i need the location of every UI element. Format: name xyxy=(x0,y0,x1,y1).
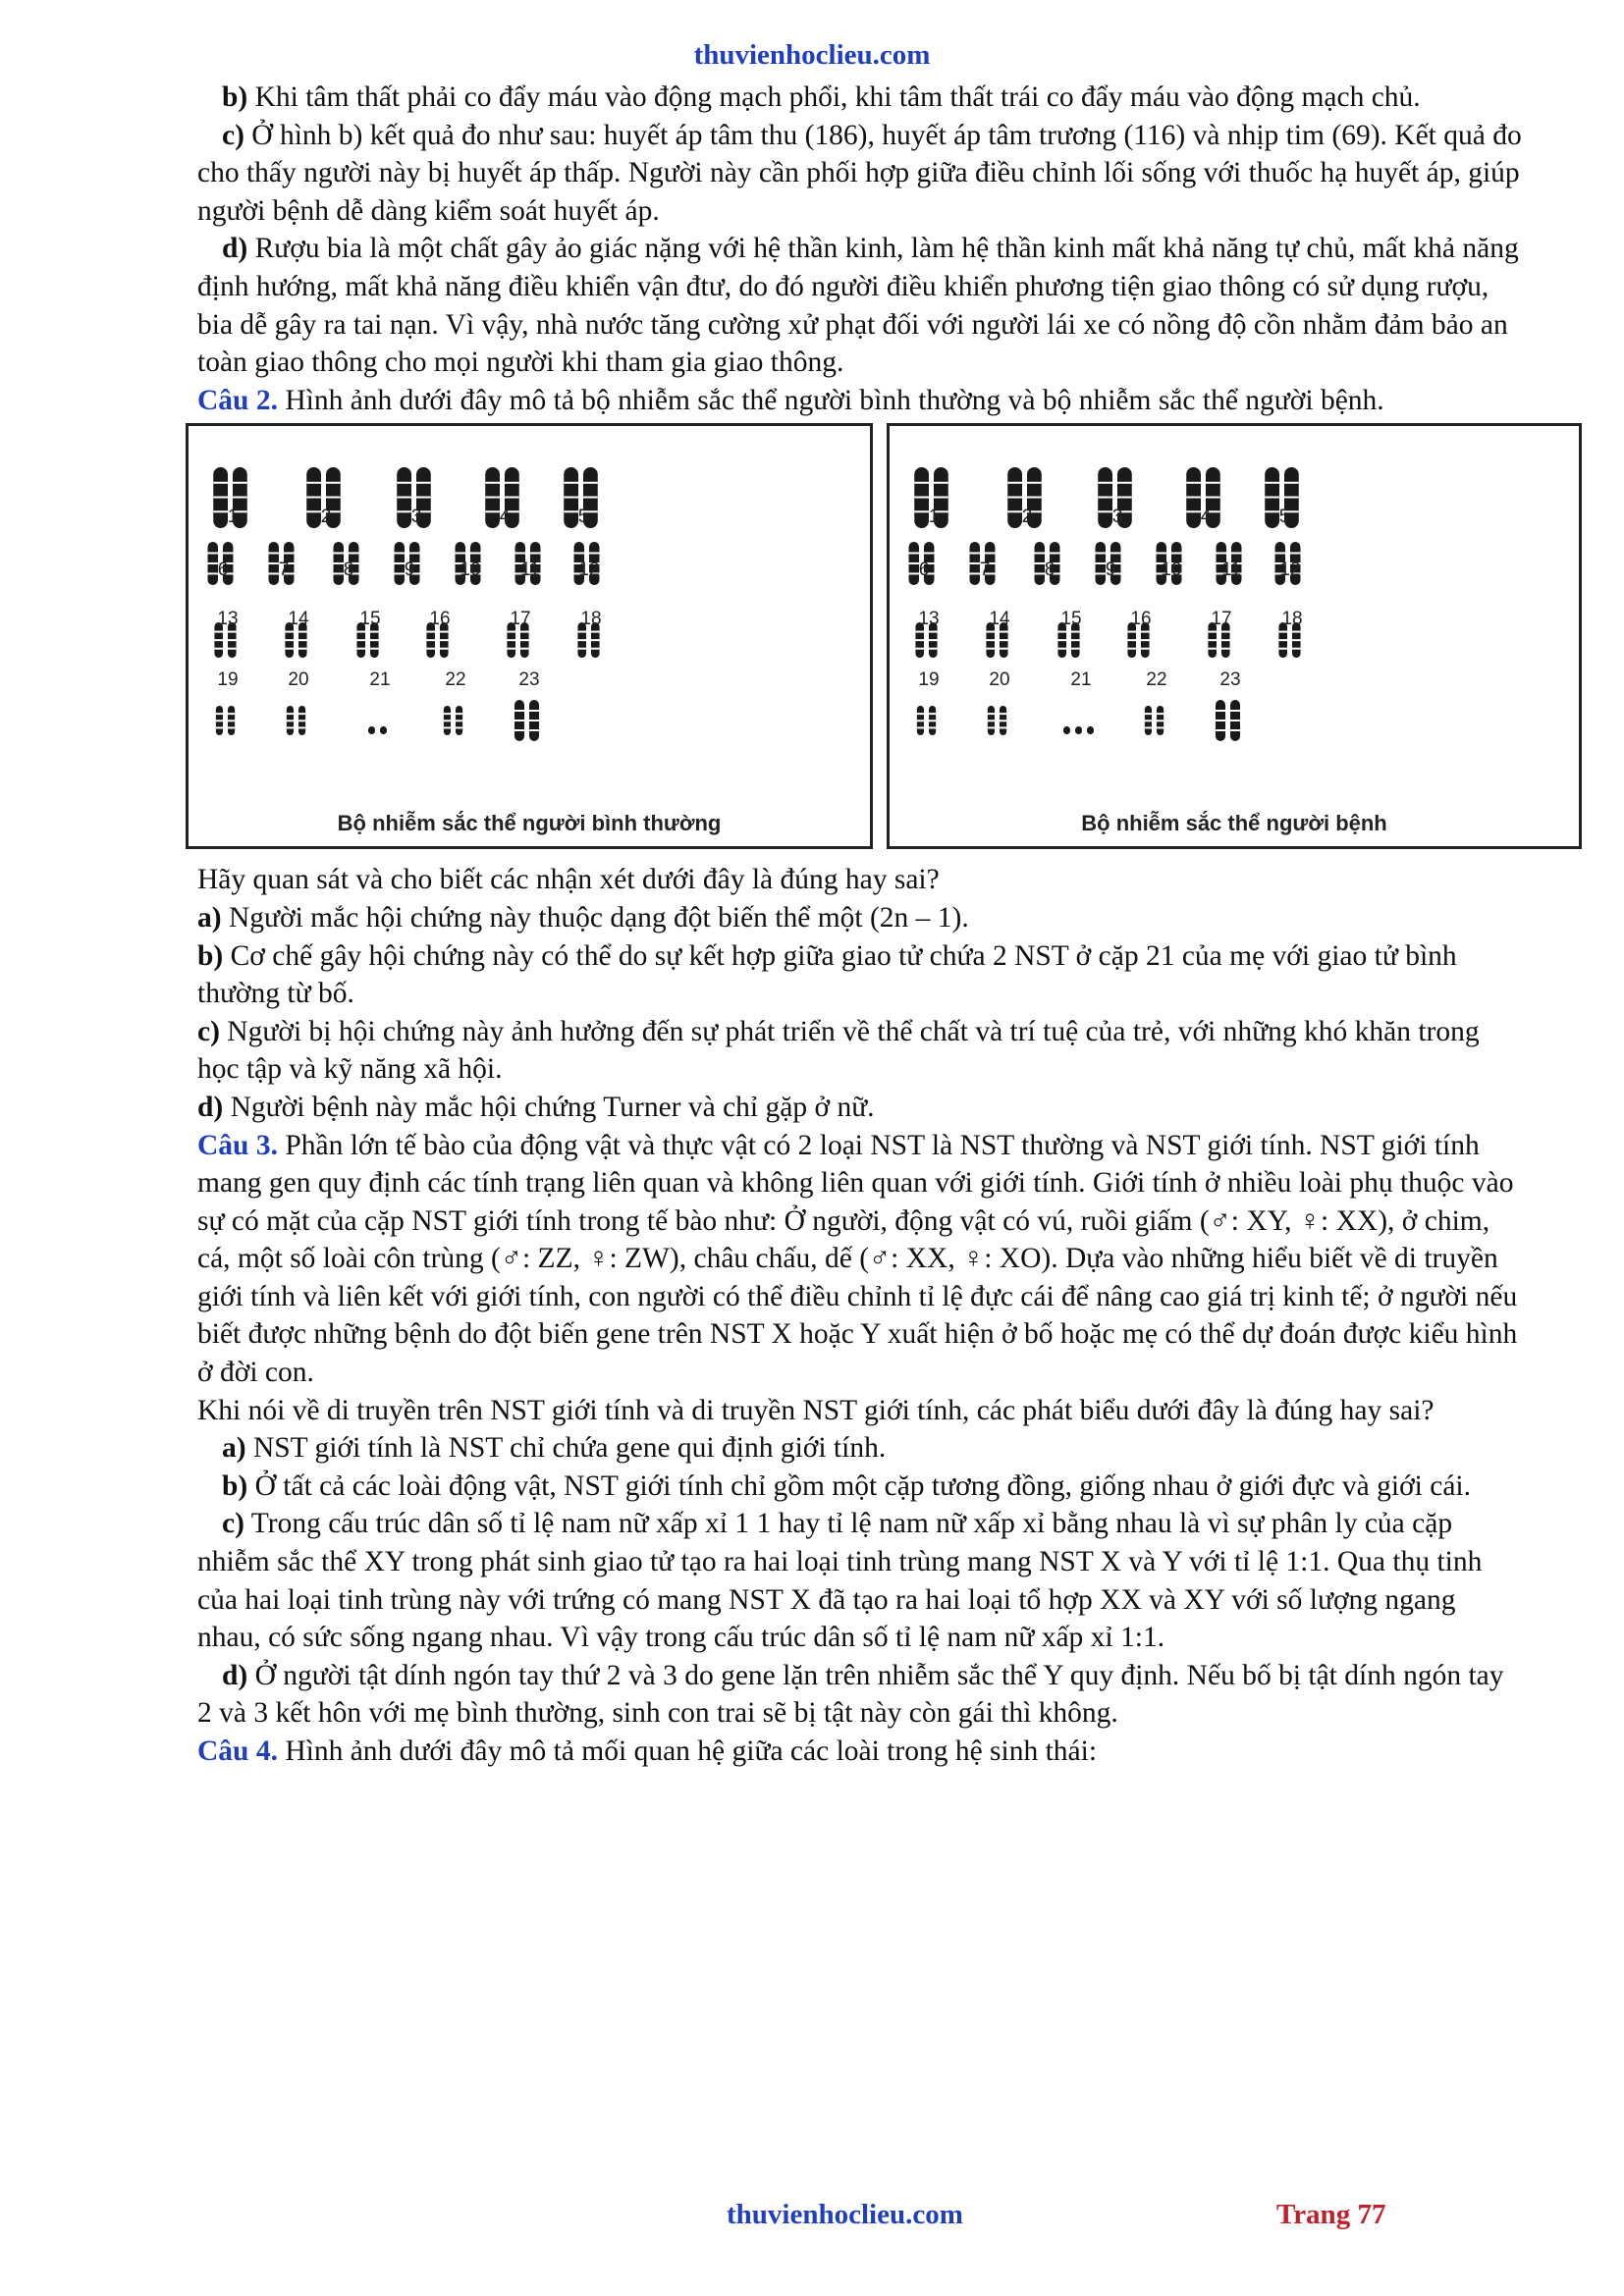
chromosome-number: 6 xyxy=(217,560,229,581)
statement-label: d) xyxy=(197,1091,224,1123)
chromosome-band xyxy=(228,648,237,650)
chromosome-band xyxy=(1230,720,1240,721)
chromosome-band xyxy=(456,727,462,729)
question-2-prompt: Hãy quan sát và cho biết các nhận xét dưới đây là đúng hay sai? xyxy=(197,864,940,896)
statement-2b xyxy=(197,937,1523,1013)
chromosome-number: 13 xyxy=(217,609,239,630)
chromosome-number: 13 xyxy=(918,609,940,630)
chromosome-band xyxy=(1216,710,1225,712)
chromosome-band xyxy=(298,721,305,722)
chromosome-band xyxy=(287,721,294,722)
chromosome-pair-23 xyxy=(514,700,539,741)
chromosome-pair-23 xyxy=(1216,700,1240,741)
chromosome-band xyxy=(1206,482,1220,484)
chromosome-number: 5 xyxy=(1278,507,1290,528)
chromosome-band xyxy=(1157,713,1164,715)
chromosome-number: 16 xyxy=(429,609,451,630)
chromosome-band xyxy=(444,727,451,729)
statement-2d xyxy=(197,1089,1523,1127)
chromosome-band xyxy=(1216,729,1225,731)
chromosome-number: 14 xyxy=(989,609,1010,630)
chromosome-band xyxy=(1057,639,1066,641)
chromosome-band xyxy=(917,721,924,722)
chromosome-band xyxy=(1157,721,1164,722)
chromosome-number: 22 xyxy=(445,669,466,691)
chromosome-pair-20 xyxy=(988,706,1006,735)
chromosome-band xyxy=(426,639,435,641)
chromosome-band xyxy=(988,727,995,729)
statement-text: Cơ chế gây hội chứng này có thể do sự kết hợp giữa giao tử chứa 2 NST ở cặp 21 của mẹ với giao tử bình thường từ bố. xyxy=(197,939,1457,1010)
chromosome-number: 3 xyxy=(410,507,422,528)
chromosome-number: 1 xyxy=(227,507,239,528)
chromosome-band xyxy=(1292,639,1301,641)
chromosome-band xyxy=(1145,713,1152,715)
chromosome-band xyxy=(306,482,321,484)
chromosome-band xyxy=(505,482,519,484)
chromosome xyxy=(368,726,375,734)
chromosome-band xyxy=(370,648,379,650)
chromosome-band xyxy=(1278,648,1287,650)
chromosome-band xyxy=(520,648,529,650)
answer-label: d) xyxy=(222,233,248,265)
answer-label: c) xyxy=(222,119,244,151)
chromosome-band xyxy=(1098,482,1112,484)
statement-text: Trong cấu trúc dân số tỉ lệ nam nữ xấp xỉ 1 1 hay tỉ lệ nam nữ xấp xỉ bằng nhau là vì sự phân ly của cặp nhiễm sắc thể XY trong phát sinh giao tử tạo ra hai loại tinh trùng mang NST X và Y với tỉ lệ 1:1. Qua thụ tinh của hai loại tinh trùng này với trứng có mang NST X đã tạo ra hai loại tổ hợp XX và XY với số lượng ngang nhau, có sức sống ngang nhau. Vì vậy trong cấu trúc dân số tỉ lệ nam nữ xấp xỉ 1:1. xyxy=(197,1508,1483,1654)
karyotype-normal-caption: Bộ nhiễm sắc thể người bình thường xyxy=(337,810,722,835)
chromosome-band xyxy=(1007,482,1022,484)
chromosome-number: 7 xyxy=(979,560,991,581)
chromosome-band xyxy=(216,721,223,722)
chromosome-band xyxy=(298,648,307,650)
chromosome-number: 4 xyxy=(499,507,511,528)
chromosome-band xyxy=(1117,482,1132,484)
answer-text: Ở hình b) kết quả đo như sau: huyết áp tâm thu (186), huyết áp tâm trương (116) và nhịp tim (69). Kết quả đo cho thấy người này bị huyết áp thấp. Người này cần phối hợp giữa điều chỉnh lối sống với thuốc hạ huyết áp, giúp người bệnh dễ dàng kiểm soát huyết áp. xyxy=(197,119,1522,227)
statement-3b xyxy=(197,1468,1523,1506)
footer-site: thuvienhoclieu.com xyxy=(727,2199,963,2230)
chromosome-number: 8 xyxy=(343,560,354,581)
question-3 xyxy=(197,1127,1523,1392)
answer-1d xyxy=(197,230,1523,381)
chromosome-band xyxy=(986,639,995,641)
chromosome-band xyxy=(370,639,379,641)
chromosome-number: 11 xyxy=(520,560,540,581)
question-text: Hình ảnh dưới đây mô tả bộ nhiễm sắc thể người bình thường và bộ nhiễm sắc thể người bệnh. xyxy=(277,384,1384,416)
chromosome-band xyxy=(298,727,305,729)
chromosome-band xyxy=(456,713,462,715)
chromosome-band xyxy=(1145,727,1152,729)
chromosome-number: 4 xyxy=(1200,507,1212,528)
chromosome-number: 10 xyxy=(1161,560,1182,581)
chromosome-number: 22 xyxy=(1146,669,1167,691)
chromosome-band xyxy=(444,713,451,715)
chromosome-band xyxy=(1208,639,1217,641)
chromosome-number: 17 xyxy=(510,609,531,630)
chromosome-number: 15 xyxy=(1060,609,1082,630)
chromosome-number: 21 xyxy=(369,669,391,691)
statement-label: b) xyxy=(222,1469,248,1502)
chromosome-band xyxy=(1141,648,1150,650)
chromosome-pair-22 xyxy=(444,706,462,735)
chromosome-band xyxy=(929,648,938,650)
chromosome-band xyxy=(1057,648,1066,650)
karyotype-patient-panel xyxy=(887,423,1582,849)
chromosome-band xyxy=(1265,482,1279,484)
chromosome-band xyxy=(228,721,235,722)
chromosome-band xyxy=(1000,648,1008,650)
chromosome-number: 2 xyxy=(1021,507,1033,528)
chromosome-pair-20 xyxy=(287,706,305,735)
chromosome-pair-19 xyxy=(917,706,936,735)
chromosome-band xyxy=(1221,639,1230,641)
chromosome-number: 18 xyxy=(580,609,602,630)
question-text: Phần lớn tế bào của động vật và thực vật có 2 loại NST là NST thường và NST giới tính. NST giới tính mang gen quy định các tính trạng liên quan và không liên quan với giới tính. Giới tính ở nhiều loài phụ thuộc vào sự có mặt của cặp NST giới tính trong tế bào như: Ở người, động vật có vú, ruồi giấm (♂: XY, ♀: XX), ở chim, cá, một số loài côn trùng (♂: ZZ, ♀: ZW), châu chấu, dế (♂: XX, ♀: XO). Dựa vào những hiểu biết về di truyền giới tính và liên kết với giới tính, con người có thể điều chỉnh tỉ lệ đực cái để nâng cao giá trị kinh tế; ở người nếu biết được những bệnh do đột biến gene trên NST X hoặc Y xuất hiện ở bố hoặc mẹ có thể dự đoán được kiểu hình ở đời con. xyxy=(197,1129,1518,1389)
chromosome-band xyxy=(213,482,228,484)
chromosome-band xyxy=(583,482,598,484)
statement-3c xyxy=(197,1505,1523,1656)
chromosome-number: 18 xyxy=(1281,609,1303,630)
chromosome-band xyxy=(285,639,294,641)
chromosome-band xyxy=(1071,648,1080,650)
chromosome-band xyxy=(988,713,995,715)
chromosome-band xyxy=(577,648,586,650)
chromosome-band xyxy=(917,713,924,715)
chromosome-number: 20 xyxy=(288,669,309,691)
chromosome-band xyxy=(1071,639,1080,641)
chromosome-number: 16 xyxy=(1130,609,1152,630)
chromosome-band xyxy=(326,482,341,484)
chromosome-band xyxy=(1284,482,1299,484)
chromosome-band xyxy=(915,648,924,650)
statement-text: Ở tất cả các loài động vật, NST giới tính chỉ gồm một cặp tương đồng, giống nhau ở giới đực và giới cái. xyxy=(247,1469,1472,1502)
statement-label: a) xyxy=(222,1432,246,1465)
chromosome-band xyxy=(1000,727,1006,729)
chromosome-band xyxy=(287,727,294,729)
chromosome-band xyxy=(915,639,924,641)
chromosome-band xyxy=(1000,721,1006,722)
statement-text: Người bị hội chứng này ảnh hưởng đến sự phát triển về thể chất và trí tuệ của trẻ, với những khó khăn trong học tập và kỹ năng xã hội. xyxy=(197,1015,1480,1086)
chromosome-band xyxy=(426,648,435,650)
chromosome-number: 6 xyxy=(918,560,930,581)
chromosome-band xyxy=(929,721,936,722)
question-label: Câu 2. xyxy=(197,384,278,416)
karyotype-normal-panel xyxy=(186,423,873,849)
question-label: Câu 3. xyxy=(197,1129,278,1161)
chromosome-pair-21 xyxy=(1063,726,1094,734)
chromosome-band xyxy=(917,727,924,729)
chromosome-band xyxy=(216,727,223,729)
page-content xyxy=(197,79,1523,1771)
chromosome-band xyxy=(1292,648,1301,650)
chromosome-band xyxy=(485,482,500,484)
chromosome-pair-22 xyxy=(1145,706,1164,735)
chromosome-band xyxy=(507,639,515,641)
statement-text: Ở người tật dính ngón tay thứ 2 và 3 do gene lặn trên nhiễm sắc thể Y quy định. Nếu bố bị tật dính ngón tay 2 và 3 kết hôn với mẹ bình thường, sinh con trai sẽ bị tật này còn gái thì không. xyxy=(197,1659,1504,1730)
chromosome-number: 15 xyxy=(359,609,381,630)
chromosome-band xyxy=(1216,720,1225,721)
chromosome-band xyxy=(564,482,578,484)
chromosome-number: 2 xyxy=(320,507,332,528)
chromosome-band xyxy=(216,713,223,715)
answer-text: Khi tâm thất phải co đẩy máu vào động mạch phổi, khi tâm thất trái co đẩy máu vào động mạch chủ. xyxy=(247,81,1421,113)
chromosome-band xyxy=(228,639,237,641)
question-4 xyxy=(197,1733,1523,1771)
chromosome-number: 9 xyxy=(404,560,415,581)
chromosome-band xyxy=(514,710,524,712)
statement-label: c) xyxy=(197,1015,220,1047)
question-2 xyxy=(197,382,1523,420)
chromosome-band xyxy=(929,639,938,641)
chromosome-band xyxy=(1127,639,1136,641)
statement-label: c) xyxy=(222,1508,244,1540)
statement-text: NST giới tính là NST chỉ chứa gene qui định giới tính. xyxy=(245,1432,887,1465)
chromosome-number: 23 xyxy=(1219,669,1241,691)
chromosome-band xyxy=(986,648,995,650)
chromosome-band xyxy=(397,482,411,484)
statement-label: a) xyxy=(197,901,222,934)
chromosome-band xyxy=(228,727,235,729)
statement-2c xyxy=(197,1013,1523,1089)
answer-text: Rượu bia là một chất gây ảo giác nặng với hệ thần kinh, làm hệ thần kinh mất khả năng tự chủ, mất khả năng định hướng, mất khả năng điều khiển vận đtư, do đó người điều khiển phương tiện giao thông có sử dụng rượu, bia dễ gây ra tai nạn. Vì vậy, nhà nước tăng cường xử phạt đối với người lái xe có nồng độ cồn nhằm đảm bảo an toàn giao thông cho mọi người khi tham gia giao thông. xyxy=(197,233,1519,379)
chromosome-band xyxy=(507,648,515,650)
chromosome-pair-19 xyxy=(216,706,235,735)
chromosome-number: 12 xyxy=(1279,560,1301,581)
chromosome-number: 7 xyxy=(278,560,290,581)
chromosome-band xyxy=(440,639,449,641)
chromosome-band xyxy=(591,639,600,641)
chromosome xyxy=(1075,726,1082,734)
karyotype-figures xyxy=(186,423,1523,855)
chromosome-band xyxy=(1141,639,1150,641)
statement-3d xyxy=(197,1657,1523,1733)
chromosome-number: 17 xyxy=(1211,609,1232,630)
chromosome-band xyxy=(988,721,995,722)
chromosome-band xyxy=(214,639,223,641)
chromosome-band xyxy=(285,648,294,650)
chromosome-band xyxy=(1278,639,1287,641)
chromosome-band xyxy=(577,639,586,641)
chromosome-band xyxy=(233,482,247,484)
chromosome-band xyxy=(1145,721,1152,722)
chromosome-band xyxy=(440,648,449,650)
chromosome-number: 19 xyxy=(217,669,239,691)
chromosome-band xyxy=(456,721,462,722)
statement-2a xyxy=(197,899,1523,937)
chromosome-band xyxy=(1157,727,1164,729)
chromosome-number: 21 xyxy=(1070,669,1092,691)
chromosome-band xyxy=(356,639,365,641)
chromosome-band xyxy=(416,482,431,484)
chromosome-band xyxy=(1127,648,1136,650)
question-label: Câu 4. xyxy=(197,1735,278,1767)
statement-label: d) xyxy=(222,1659,248,1691)
chromosome-number: 10 xyxy=(460,560,481,581)
chromosome-band xyxy=(1208,648,1217,650)
chromosome-number: 14 xyxy=(288,609,309,630)
chromosome-number: 9 xyxy=(1105,560,1116,581)
chromosome-band xyxy=(444,721,451,722)
chromosome-band xyxy=(929,727,936,729)
chromosome xyxy=(380,726,387,734)
statement-label: b) xyxy=(197,939,224,972)
chromosome-number: 20 xyxy=(989,669,1010,691)
chromosome-band xyxy=(1230,729,1240,731)
page-number: Trang 77 xyxy=(1276,2199,1386,2230)
karyotype-patient-caption: Bộ nhiễm sắc thể người bệnh xyxy=(1081,810,1387,835)
chromosome-band xyxy=(529,729,539,731)
chromosome-number: 5 xyxy=(577,507,589,528)
question-3-prompt: Khi nói về di truyền trên NST giới tính và di truyền NST giới tính, các phát biểu dưới đây là đúng hay sai? xyxy=(197,1394,1435,1426)
chromosome-number: 1 xyxy=(928,507,940,528)
chromosome-band xyxy=(520,639,529,641)
answer-label: b) xyxy=(222,81,248,113)
chromosome-band xyxy=(356,648,365,650)
chromosome xyxy=(1063,726,1070,734)
chromosome-band xyxy=(298,639,307,641)
statement-text: Người bệnh này mắc hội chứng Turner và chỉ gặp ở nữ. xyxy=(223,1091,875,1123)
chromosome-band xyxy=(591,648,600,650)
chromosome-band xyxy=(914,482,929,484)
chromosome-band xyxy=(529,720,539,721)
chromosome-band xyxy=(1221,648,1230,650)
chromosome-number: 3 xyxy=(1111,507,1123,528)
header-site: thuvienhoclieu.com xyxy=(693,39,931,71)
chromosome-number: 23 xyxy=(518,669,540,691)
question-text: Hình ảnh dưới đây mô tả mối quan hệ giữa các loài trong hệ sinh thái: xyxy=(277,1735,1098,1767)
chromosome-band xyxy=(514,729,524,731)
chromosome-number: 19 xyxy=(918,669,940,691)
chromosome-number: 11 xyxy=(1221,560,1241,581)
answer-1b xyxy=(197,79,1523,117)
chromosome-pair-21 xyxy=(368,726,387,734)
statement-text: Người mắc hội chứng này thuộc dạng đột biến thể một (2n – 1). xyxy=(221,901,969,934)
chromosome-band xyxy=(228,713,235,715)
chromosome-band xyxy=(1186,482,1201,484)
chromosome-band xyxy=(1027,482,1042,484)
statement-3a xyxy=(197,1429,1523,1468)
chromosome-band xyxy=(1230,710,1240,712)
chromosome-band xyxy=(514,720,524,721)
chromosome-band xyxy=(298,713,305,715)
chromosome-band xyxy=(934,482,948,484)
answer-1c xyxy=(197,117,1523,231)
chromosome-number: 12 xyxy=(578,560,600,581)
chromosome-band xyxy=(529,710,539,712)
chromosome-number: 8 xyxy=(1044,560,1056,581)
chromosome xyxy=(1087,726,1094,734)
chromosome-band xyxy=(1000,639,1008,641)
chromosome-band xyxy=(287,713,294,715)
chromosome-band xyxy=(1000,713,1006,715)
chromosome-band xyxy=(929,713,936,715)
chromosome-band xyxy=(214,648,223,650)
